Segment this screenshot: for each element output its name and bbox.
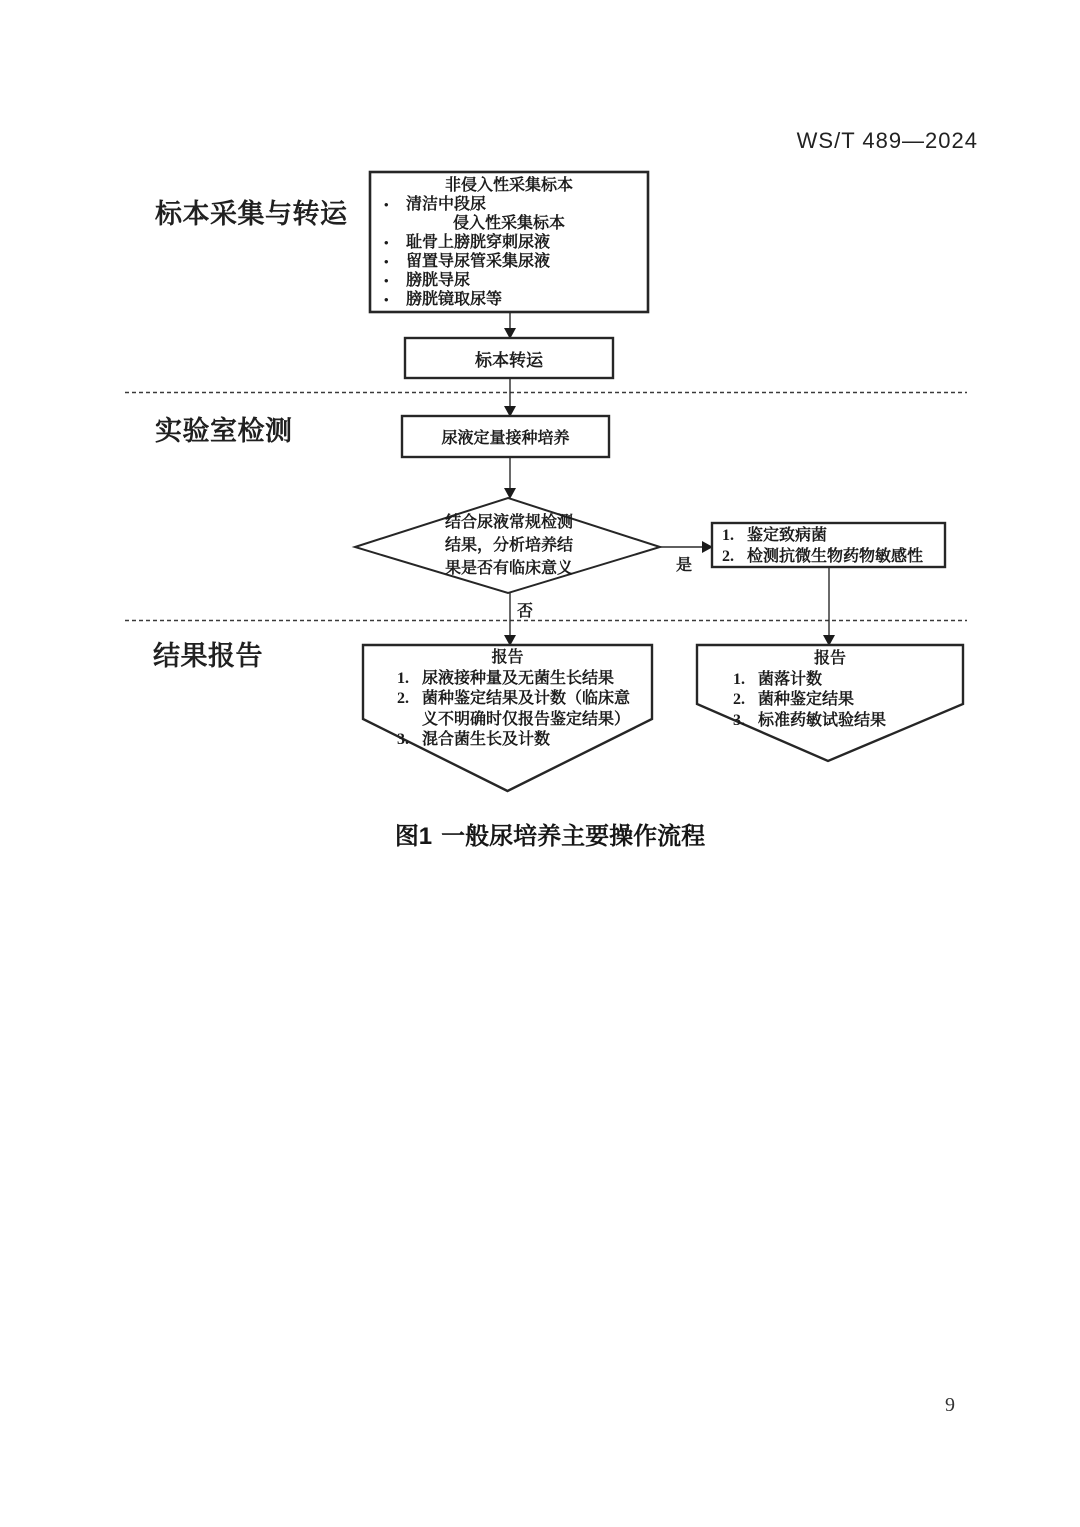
- bullet-icon: •: [384, 197, 389, 212]
- list-item: [397, 669, 652, 690]
- decision-line: 结果，分析培养结: [444, 537, 573, 554]
- item-number: 1.: [722, 527, 734, 544]
- list-item-label: 膀胱镜取尿等: [406, 291, 503, 308]
- figure-caption: [20, 816, 1080, 851]
- item-line: 混合菌生长及计数: [422, 731, 551, 748]
- list-item: [733, 670, 963, 691]
- item-label: 菌落计数: [758, 670, 823, 688]
- item-number: 2.: [733, 691, 745, 708]
- list-item: [733, 711, 963, 732]
- item-line: 尿液接种量及无菌生长结果: [422, 669, 615, 687]
- item-line: 菌种鉴定结果及计数（临床意: [422, 690, 631, 707]
- bullet-icon: •: [384, 254, 389, 269]
- list-item-label: 耻骨上膀胱穿刺尿液: [406, 234, 551, 251]
- item-label: [422, 730, 550, 751]
- item-number: 3.: [397, 731, 409, 748]
- item-number: 2.: [722, 548, 734, 565]
- section-label-lab: 实验室检测: [155, 416, 293, 446]
- decision-line: 果是否有临床意义: [444, 560, 573, 577]
- item-number: 1.: [733, 670, 745, 688]
- specimen-box: [372, 176, 646, 309]
- list-item: [722, 525, 942, 546]
- list-item: [397, 689, 652, 730]
- list-item: [722, 546, 942, 567]
- list-item: [372, 271, 646, 290]
- list-item: [733, 690, 963, 711]
- yes-label: 是: [676, 557, 693, 574]
- list-item: [397, 730, 652, 751]
- item-label: 检测抗微生物药物敏感性: [747, 548, 924, 565]
- identify-box: [722, 525, 942, 567]
- figure-number: 图1: [394, 823, 433, 850]
- noninvasive-heading: 非侵入性采集标本: [444, 177, 573, 194]
- list-item-label: 清洁中段尿: [406, 196, 487, 213]
- transport-box: 标本转运: [475, 350, 543, 370]
- list-item-label: 膀胱导尿: [406, 272, 471, 289]
- page-number: 9: [945, 1394, 955, 1416]
- item-line: 义不明确时仅报告鉴定结果）: [422, 710, 631, 728]
- item-label: 标准药敏试验结果: [758, 711, 887, 729]
- list-item: [372, 252, 646, 271]
- figure-title: 一般尿培养主要操作流程: [441, 823, 706, 850]
- item-label: 鉴定致病菌: [747, 527, 828, 544]
- item-label: 菌种鉴定结果: [758, 691, 855, 708]
- invasive-heading: 侵入性采集标本: [452, 215, 565, 232]
- report-positive: [697, 649, 963, 731]
- item-number: 2.: [397, 690, 409, 707]
- report-negative: [363, 648, 652, 751]
- item-label: [422, 669, 614, 690]
- arrow-down-decision: [504, 488, 516, 499]
- list-item: [372, 233, 646, 252]
- list-item: [372, 290, 646, 309]
- inoculation-box: 尿液定量接种培养: [441, 430, 570, 447]
- item-number: 1.: [397, 669, 409, 687]
- decision-diamond: [398, 511, 620, 580]
- list-item-label: 留置导尿管采集尿液: [406, 253, 551, 270]
- bullet-icon: •: [384, 292, 389, 307]
- bullet-icon: •: [384, 235, 389, 250]
- bullet-icon: •: [384, 273, 389, 288]
- no-label: 否: [517, 603, 534, 620]
- item-label: [422, 689, 630, 730]
- section-label-report: 结果报告: [153, 641, 263, 671]
- report-title: 报告: [491, 649, 524, 666]
- decision-line: 结合尿液常规检测: [444, 514, 573, 531]
- section-label-collection: 标本采集与转运: [155, 199, 348, 229]
- list-item: [372, 195, 646, 214]
- standard-code: WS/T 489—2024: [796, 128, 978, 153]
- report-title: 报告: [813, 650, 846, 667]
- item-number: 3.: [733, 711, 745, 729]
